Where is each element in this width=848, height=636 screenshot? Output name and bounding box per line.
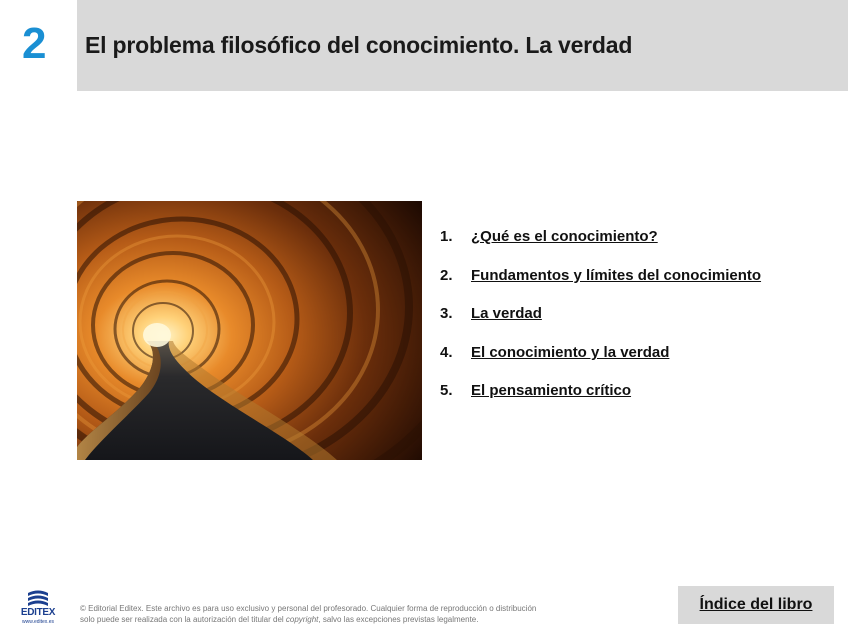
table-of-contents	[440, 228, 761, 421]
chapter-number: 2	[22, 19, 47, 68]
toc-link-la-verdad[interactable]: La verdad	[471, 305, 542, 323]
toc-number: 5.	[440, 382, 453, 400]
editex-logo	[14, 589, 62, 627]
copyright-line-2: solo puede ser realizada con la autorización del titular del copyright, salvo las excepciones previstas legalmente.	[80, 615, 479, 624]
toc-number: 4.	[440, 343, 453, 361]
book-index-button[interactable]: Índice del libro	[678, 586, 834, 624]
copyright-notice	[80, 603, 600, 625]
toc-item-4	[440, 344, 761, 383]
logo-url: www.editex.es	[22, 619, 54, 625]
toc-item-3	[440, 305, 761, 344]
header-band	[77, 0, 848, 91]
page-title: El problema filosófico del conocimiento. La verdad	[85, 32, 633, 58]
toc-link-conocimiento-y-verdad[interactable]: El conocimiento y la verdad	[471, 343, 670, 361]
toc-number: 2.	[440, 266, 453, 284]
toc-item-2	[440, 267, 761, 306]
logo-wordmark: EDITEX	[20, 607, 56, 618]
toc-number: 3.	[440, 305, 453, 323]
toc-link-fundamentos-y-limites[interactable]: Fundamentos y límites del conocimiento	[471, 266, 762, 284]
tunnel-photo	[77, 201, 422, 460]
toc-link-que-es-el-conocimiento[interactable]: ¿Qué es el conocimiento?	[471, 228, 658, 245]
editex-logo-icon	[14, 589, 62, 609]
toc-item-1	[440, 228, 761, 267]
copyright-line-1: © Editorial Editex. Este archivo es para uso exclusivo y personal del profesorado. Cualquier forma de reproducción o distribución	[80, 604, 537, 613]
tunnel-illustration	[77, 201, 422, 460]
toc-number: 1.	[440, 228, 453, 245]
toc-link-pensamiento-critico[interactable]: El pensamiento crítico	[471, 382, 632, 400]
toc-item-5	[440, 382, 761, 421]
